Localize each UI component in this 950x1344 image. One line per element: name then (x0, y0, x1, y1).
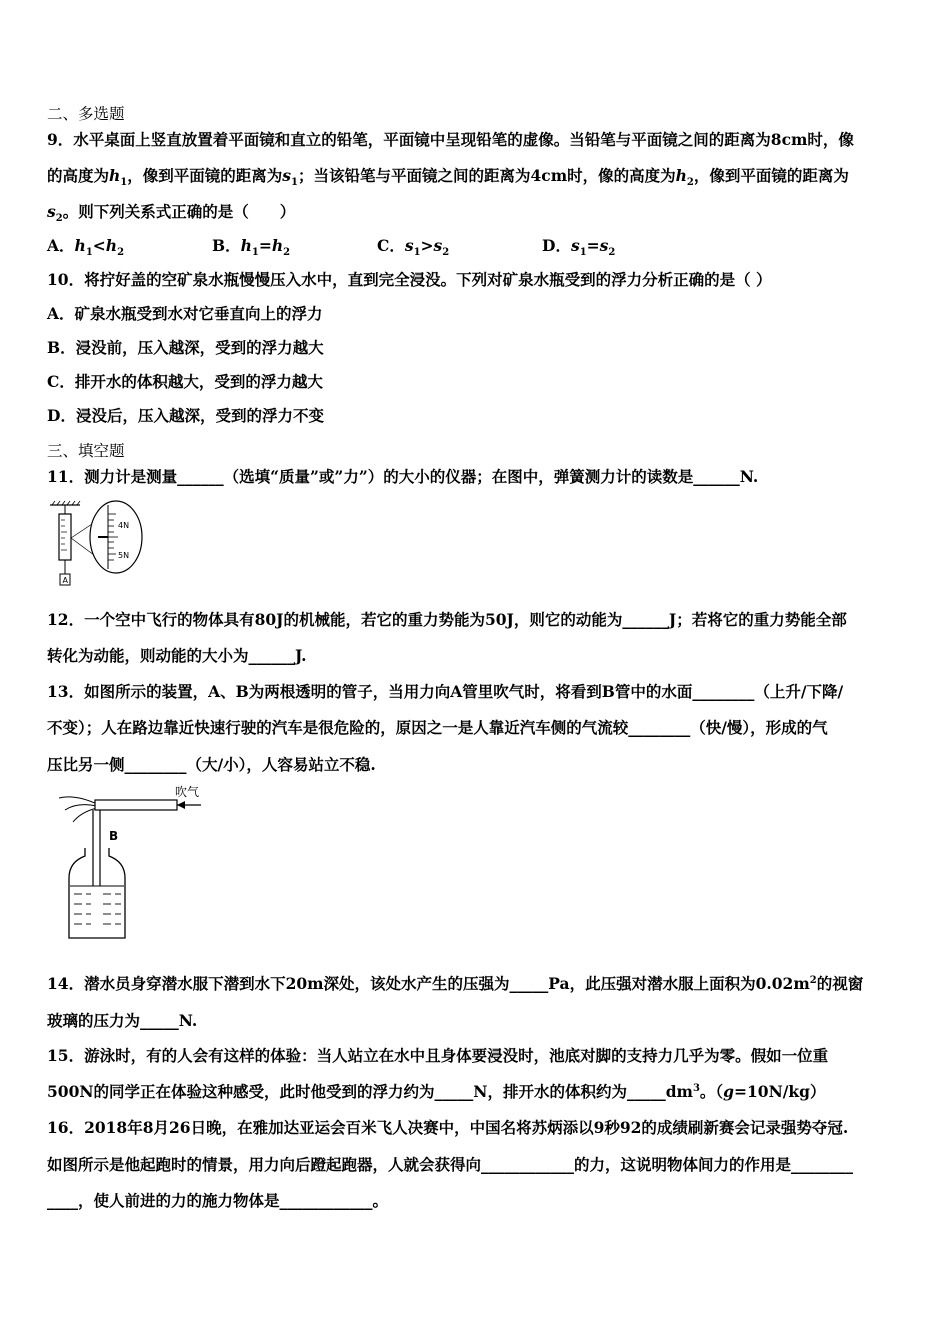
q10-option-a[interactable]: A．矿泉水瓶受到水对它垂直向上的浮力 (47, 304, 323, 323)
q9-options (47, 236, 616, 259)
q12-line-1: 12．一个空中飞行的物体具有80J的机械能，若它的重力势能为50J，则它的动能为______J；若将它的重力势能全部 (47, 610, 847, 629)
q9-line-3: $s_2$。则下列关系式正确的是（ ） (47, 202, 296, 225)
q9-option-a[interactable]: A．$h_1<h_2$ (47, 236, 125, 259)
q13-line-2: 不变）；人在路边靠近快速行驶的汽车是很危险的，原因之一是人靠近汽车侧的气流较________（快/慢），形成的气 (47, 718, 828, 737)
q16-line-2: 如图所示是他起跑时的情景，用力向后蹬起跑器，人就会获得向____________的力，这说明物体间力的作用是________ (47, 1155, 854, 1174)
q9-option-d[interactable]: D．$s_1=s_2$ (542, 236, 616, 259)
blow-label: 吹气 (175, 785, 200, 799)
spring-scale-figure (46, 500, 146, 590)
tube-bottle-figure (55, 782, 210, 944)
scale-label-4n: 4N (118, 521, 130, 530)
q10-stem: 10．将拧好盖的空矿泉水瓶慢慢压入水中，直到完全浸没。下列对矿泉水瓶受到的浮力分析正确的是（ ） (47, 270, 772, 289)
q15-line-2: 500N的同学正在体验这种感受，此时他受到的浮力约为_____N，排开水的体积约为$\_\_\_\_\_dm^3$。（g=10N/kg） (47, 1082, 826, 1101)
q13-line-1: 13．如图所示的装置，A、B为两根透明的管子，当用力向A管里吹气时，将看到B管中的水面________（上升/下降/ (47, 682, 844, 701)
q9-line-2: 的高度为$h_1$，像到平面镜的距离为$s_1$；当该铅笔与平面镜之间的距离为4cm时，像的高度为$h_2$，像到平面镜的距离为 (47, 166, 849, 189)
section-fill-in: 三、填空题 (47, 442, 125, 460)
tube-b-label: B (109, 829, 119, 843)
q15-line-1: 15．游泳时，有的人会有这样的体验：当人站立在水中且身体要浸没时，池底对脚的支持力几乎为零。假如一位重 (47, 1046, 829, 1065)
q9-option-b[interactable]: B．$h_1=h_2$ (212, 236, 291, 259)
q9-line-1: 9．水平桌面上竖直放置着平面镜和直立的铅笔，平面镜中呈现铅笔的虚像。当铅笔与平面镜之间的距离为8cm时，像 (47, 130, 854, 149)
q10-option-c[interactable]: C．排开水的体积越大，受到的浮力越大 (47, 372, 323, 391)
q13-line-3: 压比另一侧________（大/小），人容易站立不稳. (47, 755, 376, 774)
q10-option-d[interactable]: D．浸没后，压入越深，受到的浮力不变 (47, 406, 324, 425)
q9-option-c[interactable]: C．$s_1>s_2$ (377, 236, 450, 259)
q14-line-2: 玻璃的压力为_____N. (47, 1011, 198, 1030)
q10-option-b[interactable]: B．浸没前，压入越深，受到的浮力越大 (47, 338, 324, 357)
q12-line-2: 转化为动能，则动能的大小为______J. (47, 646, 307, 665)
q11-stem: 11．测力计是测量______（选填“质量”或”力”）的大小的仪器；在图中，弹簧测力计的读数是______N. (47, 467, 759, 486)
weight-label: A (62, 576, 68, 585)
section-multi-choice: 二、多选题 (47, 105, 125, 123)
q14-line-1: 14．潜水员身穿潜水服下潜到水下20m深处，该处水产生的压强为_____Pa，此压强对潜水服上面积为$0.02m^2$的视窗 (47, 974, 864, 993)
q16-line-3: ____，使人前进的力的施力物体是____________。 (47, 1191, 389, 1210)
q16-line-1: 16．2018年8月26日晚，在雅加达亚运会百米飞人决赛中，中国名将苏炳添以9秒92的成绩刷新赛会记录强势夺冠. (47, 1118, 849, 1137)
scale-label-5n: 5N (118, 551, 130, 560)
